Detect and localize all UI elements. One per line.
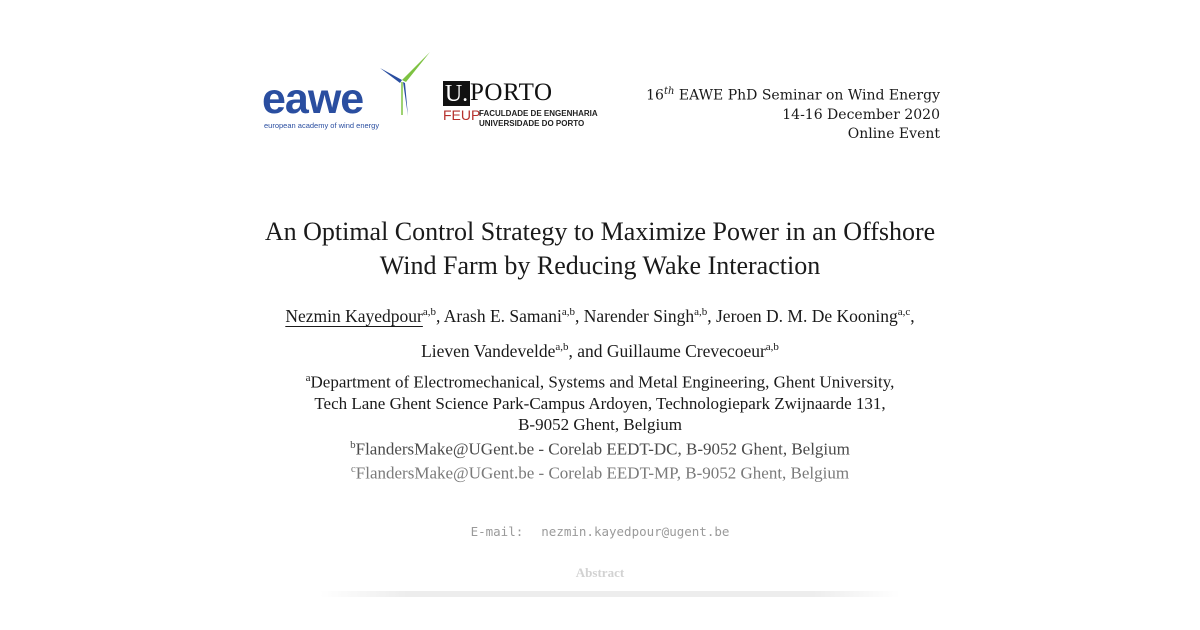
affiliation-a-line-2: Tech Lane Ghent Science Park-Campus Ardoyen, Technologiepark Zwijnaarde 131, xyxy=(314,393,886,413)
affiliations xyxy=(230,368,970,484)
author-affiliation-marker: a,b xyxy=(694,306,708,318)
affiliation-b-text: FlandersMake@UGent.be - Corelab EEDT-DC, B-9052 Ghent, Belgium xyxy=(355,439,850,459)
affiliation-b xyxy=(230,435,970,460)
paper-title-line-1: An Optimal Control Strategy to Maximize Power in an Offshore xyxy=(264,217,936,246)
author-affiliation-marker: a,b xyxy=(555,340,569,353)
feup-wordmark: FEUP xyxy=(443,107,481,123)
feup-subtitle xyxy=(479,109,598,129)
feup-subtitle-line-2: UNIVERSIDADE DO PORTO xyxy=(479,119,585,128)
affiliation-a-text: Department of Electromechanical, Systems and Metal Engineering, Ghent University, xyxy=(310,372,895,392)
event-location: Online Event xyxy=(847,125,940,142)
affiliation-c-marker: c xyxy=(350,463,356,476)
author-affiliation-marker: a,c xyxy=(897,306,911,318)
author-list xyxy=(260,297,940,367)
event-dates: 14-16 December 2020 xyxy=(782,106,940,123)
affiliation-b-marker: b xyxy=(350,438,356,451)
author-separator: , xyxy=(910,305,915,326)
event-ordinal-number: 16 xyxy=(646,87,664,104)
affiliation-c xyxy=(230,459,970,484)
author-name: Guillaume Crevecoeur xyxy=(606,340,766,361)
event-seminar xyxy=(646,82,940,106)
author-name: Jeroen D. M. De Kooning xyxy=(716,305,898,326)
event-seminar-name: EAWE PhD Seminar on Wind Energy xyxy=(674,87,940,104)
contact-email xyxy=(0,524,1200,539)
author-name: Arash E. Samani xyxy=(443,305,562,326)
author-name: Narender Singh xyxy=(583,305,695,326)
author-separator: , xyxy=(707,305,716,326)
feup-subtitle-line-1: FACULDADE DE ENGENHARIA xyxy=(479,109,598,118)
author-name: Lieven Vandevelde xyxy=(421,340,556,361)
uporto-u-mark: U. xyxy=(444,81,469,107)
uporto-wordmark: PORTO xyxy=(470,79,553,106)
author-name: Nezmin Kayedpour xyxy=(285,305,423,326)
paper-title xyxy=(230,215,970,283)
author-separator: , and xyxy=(568,340,607,361)
eawe-tagline: european academy of wind energy xyxy=(264,121,380,130)
email-label: E-mail: xyxy=(470,524,524,539)
affiliation-a-line-1 xyxy=(230,368,970,393)
header xyxy=(0,0,1200,150)
author-affiliation-marker: a,b xyxy=(561,306,576,318)
uporto-logo xyxy=(443,78,613,128)
event-ordinal-suffix: th xyxy=(663,86,675,97)
eawe-wordmark: eawe xyxy=(262,75,364,123)
author-affiliation-marker: a,b xyxy=(765,340,779,353)
abstract-faded-text xyxy=(320,591,900,597)
email-address[interactable]: nezmin.kayedpour@ugent.be xyxy=(541,524,730,539)
affiliation-a-marker: a xyxy=(305,372,311,384)
paper-title-line-2: Wind Farm by Reducing Wake Interaction xyxy=(379,251,821,280)
eawe-logo xyxy=(262,52,434,132)
abstract-heading: Abstract xyxy=(575,565,625,580)
affiliation-c-text: FlandersMake@UGent.be - Corelab EEDT-MP, B-9052 Ghent, Belgium xyxy=(355,463,850,483)
event-info xyxy=(646,82,940,144)
author-separator: , xyxy=(575,305,584,326)
author-separator: , xyxy=(435,305,444,326)
wind-turbine-icon xyxy=(380,52,434,118)
author-affiliation-marker: a,b xyxy=(422,306,436,318)
affiliation-a-line-3: B-9052 Ghent, Belgium xyxy=(518,414,682,434)
